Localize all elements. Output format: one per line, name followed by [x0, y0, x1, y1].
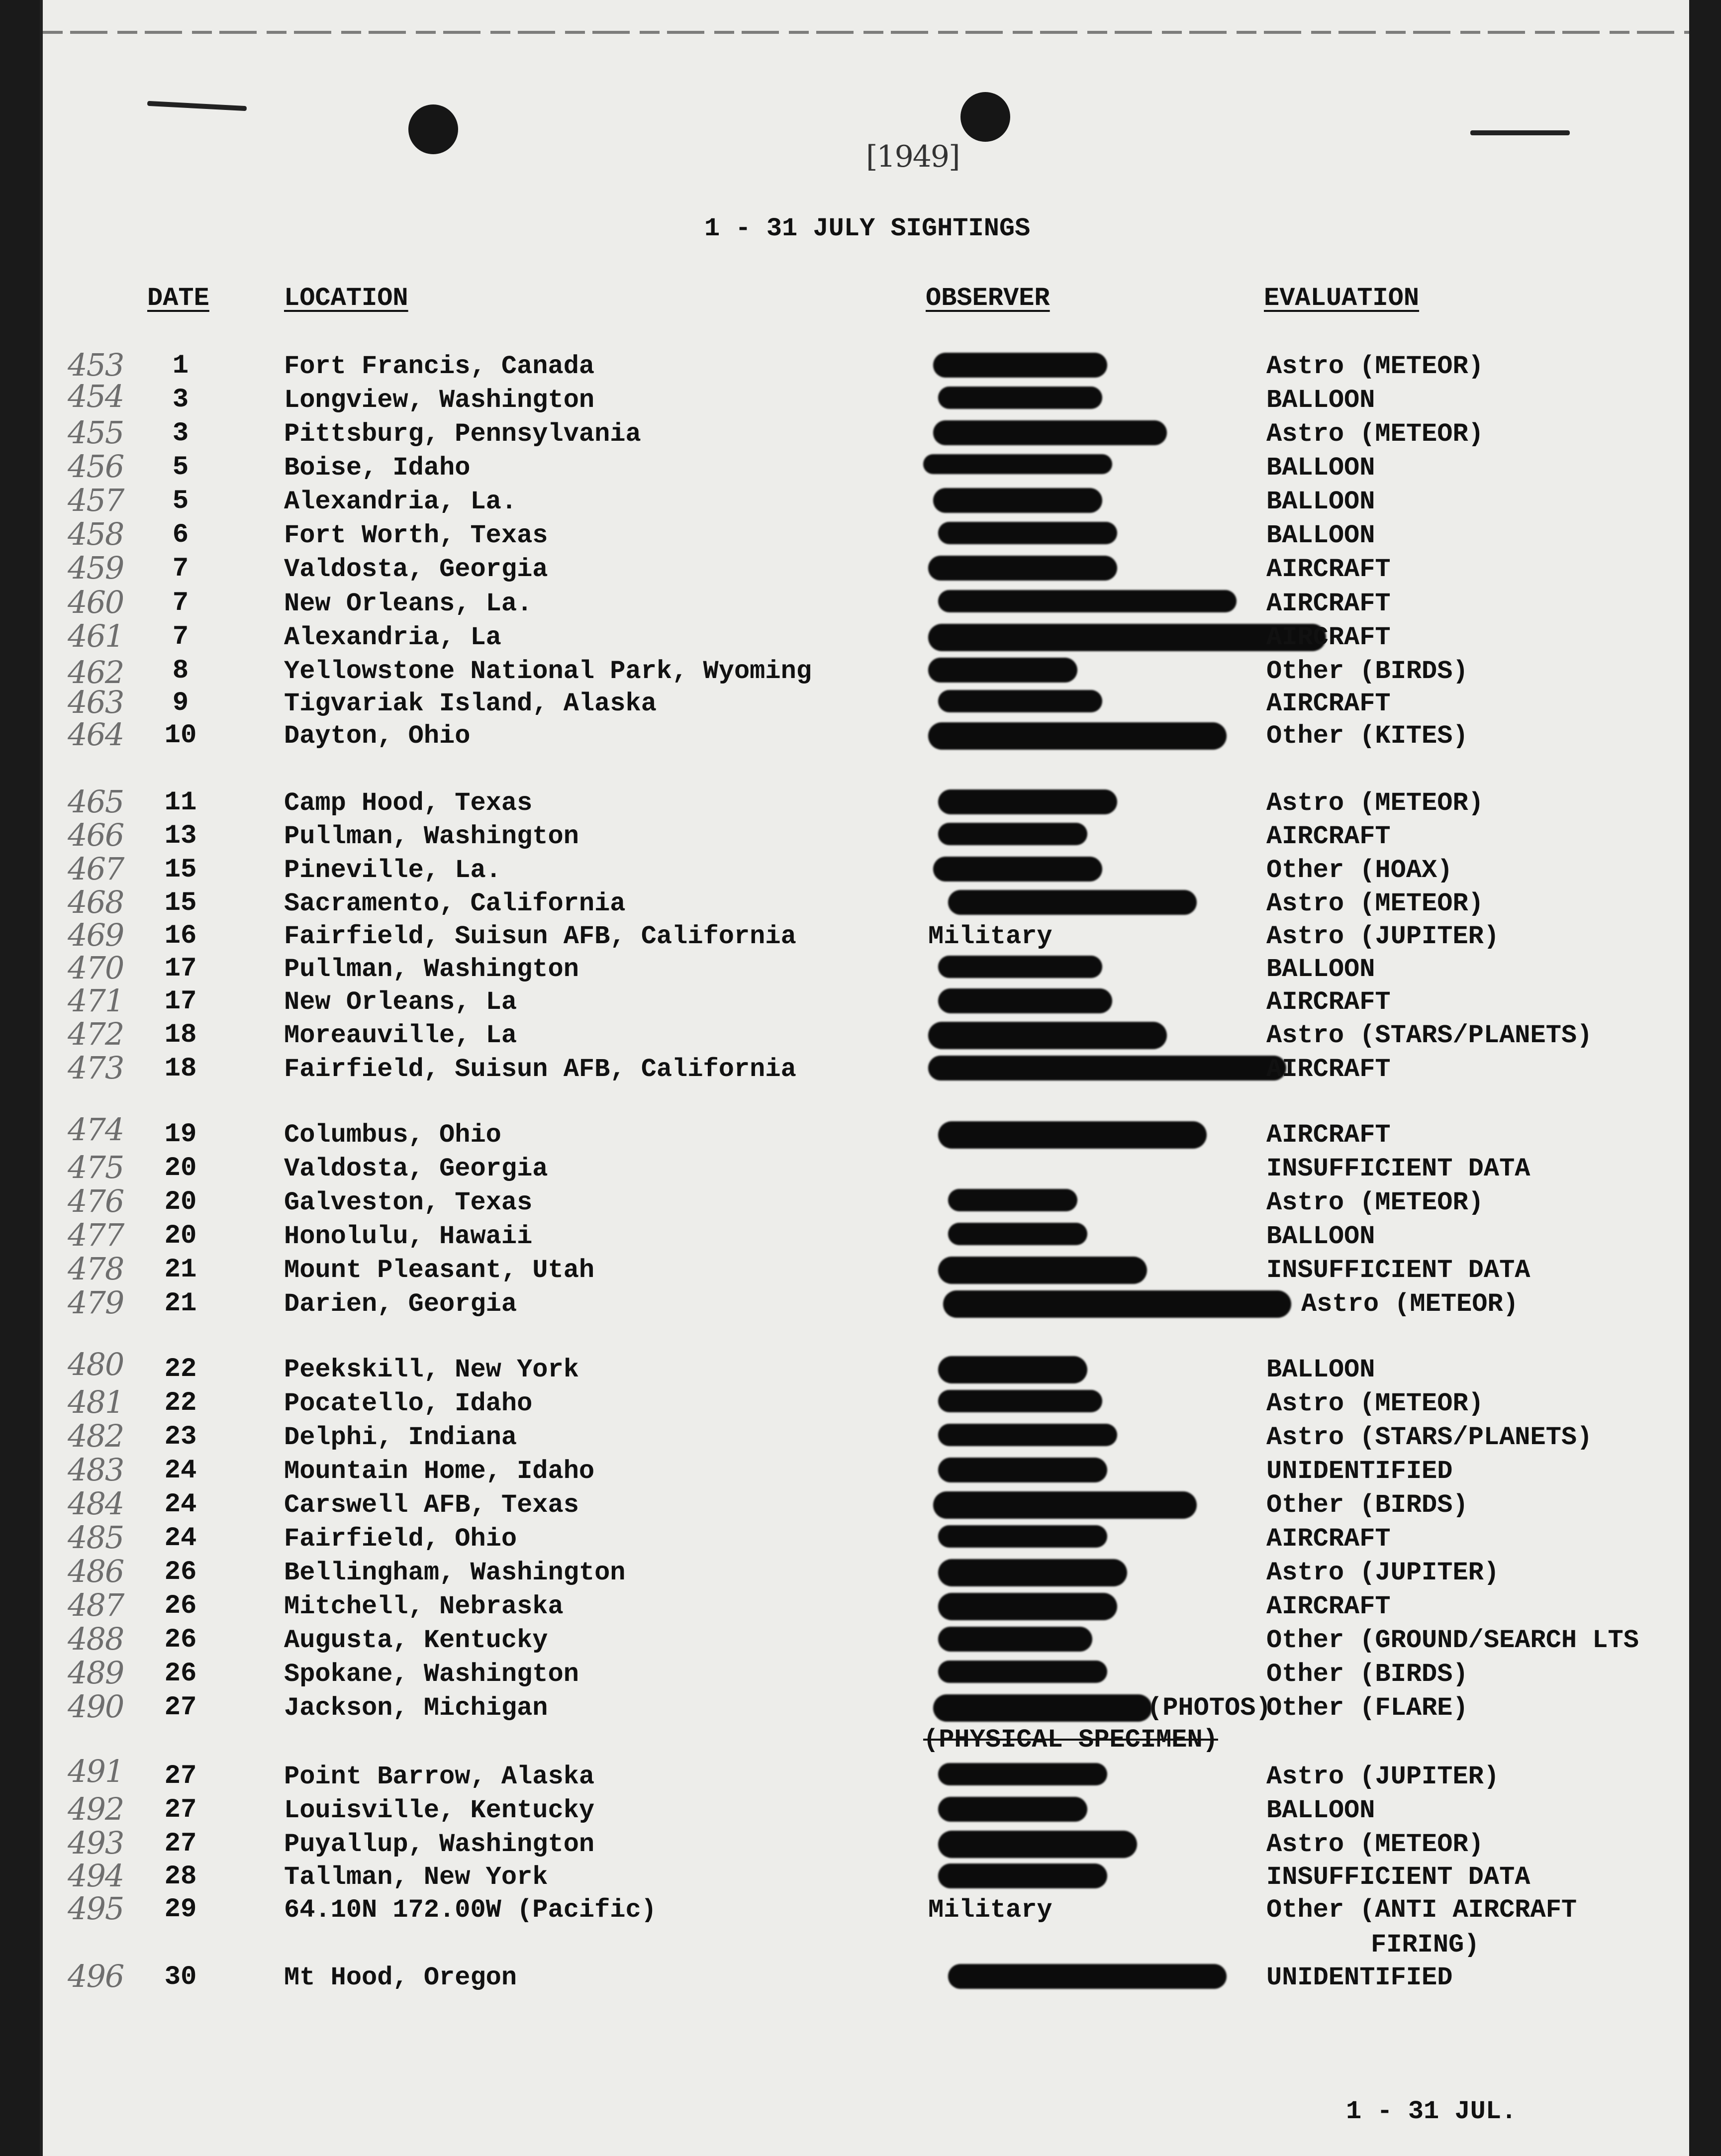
row-location: Boise, Idaho [284, 453, 471, 483]
table-row [43, 1111, 1689, 1153]
row-evaluation: Astro (METEOR) [1266, 1389, 1484, 1418]
case-number: 486 [68, 1553, 124, 1589]
row-date: 27 [164, 1795, 197, 1825]
row-evaluation: Other (ANTI AIRCRAFT [1266, 1895, 1577, 1925]
table-row [43, 516, 1689, 554]
row-location: Augusta, Kentucky [284, 1626, 548, 1655]
row-date: 18 [164, 1020, 197, 1050]
case-number: 454 [68, 378, 124, 414]
row-evaluation: Other (KITES) [1266, 721, 1468, 751]
header-date: DATE [147, 284, 209, 313]
row-evaluation: Other (BIRDS) [1266, 1660, 1468, 1689]
table-row [43, 1346, 1689, 1388]
case-number: 488 [68, 1621, 124, 1657]
row-date: 1 [172, 351, 189, 381]
table-row [43, 1251, 1689, 1288]
case-number: 495 [68, 1890, 124, 1927]
row-date: 30 [164, 1962, 197, 1992]
row-location: Puyallup, Washington [284, 1830, 595, 1859]
redaction-bar [938, 1863, 1107, 1888]
row-location: Fairfield, Suisun AFB, California [284, 1055, 796, 1084]
case-number: 481 [68, 1384, 124, 1420]
case-number: 473 [68, 1050, 124, 1086]
redaction-bar [928, 1056, 1286, 1080]
row-date: 3 [172, 385, 189, 415]
table-row [43, 1688, 1689, 1726]
redaction-bar [938, 1121, 1207, 1149]
row-date: 16 [164, 921, 197, 951]
row-location: Galveston, Texas [284, 1188, 533, 1217]
row-date: 17 [164, 954, 197, 984]
case-number: 460 [68, 584, 124, 620]
row-date: 13 [164, 821, 197, 851]
row-location: Longview, Washington [284, 386, 595, 415]
row-location: Fort Worth, Texas [284, 521, 548, 550]
redaction-bar [938, 1661, 1107, 1683]
row-date: 26 [164, 1557, 197, 1587]
table-row [43, 1890, 1689, 1928]
redaction-bar [948, 890, 1197, 915]
redaction-bar [943, 1290, 1291, 1318]
row-evaluation: BALLOON [1266, 521, 1375, 550]
case-number: 457 [68, 482, 124, 518]
row-evaluation: INSUFFICIENT DATA [1266, 1256, 1530, 1285]
row-location: Delphi, Indiana [284, 1423, 517, 1452]
table-row [43, 618, 1689, 656]
redaction-bar [948, 1223, 1087, 1245]
case-number: 491 [68, 1753, 124, 1789]
case-number: 493 [68, 1825, 124, 1861]
row-location: Pullman, Washington [284, 955, 579, 984]
redaction-bar [938, 988, 1112, 1013]
row-evaluation: INSUFFICIENT DATA [1266, 1154, 1530, 1183]
row-location: Alexandria, La. [284, 487, 517, 516]
top-edge-line [43, 31, 1689, 34]
redaction-bar [938, 1831, 1137, 1858]
case-number: 482 [68, 1418, 124, 1454]
row-evaluation: BALLOON [1266, 955, 1375, 984]
redaction-bar [938, 1390, 1102, 1412]
row-date: 20 [164, 1187, 197, 1217]
table-row [43, 1384, 1689, 1422]
case-number: 468 [68, 884, 124, 920]
table-row [43, 1655, 1689, 1692]
row-evaluation: BALLOON [1266, 487, 1375, 516]
case-number: 476 [68, 1183, 124, 1219]
case-number: 479 [68, 1284, 124, 1321]
row-evaluation: Astro (STARS/PLANETS) [1266, 1423, 1593, 1452]
redaction-bar [938, 789, 1117, 814]
row-evaluation: BALLOON [1266, 1355, 1375, 1384]
table-row [43, 884, 1689, 922]
row-date: 26 [164, 1625, 197, 1655]
table-row [43, 1753, 1689, 1795]
row-evaluation: AIRCRAFT [1266, 589, 1391, 618]
row-date: 23 [164, 1422, 197, 1452]
table-row [43, 950, 1689, 987]
case-number: 490 [68, 1688, 124, 1725]
row-evaluation: Astro (METEOR) [1266, 419, 1484, 449]
row-evaluation: Astro (METEOR) [1266, 352, 1484, 381]
row-evaluation: Astro (METEOR) [1266, 889, 1484, 918]
row-evaluation: AIRCRAFT [1266, 1120, 1391, 1150]
table-row [43, 656, 1689, 689]
case-number: 464 [68, 716, 124, 753]
row-date: 27 [164, 1692, 197, 1723]
row-evaluation: Astro (METEOR) [1266, 1188, 1484, 1217]
row-evaluation: AIRCRAFT [1266, 1524, 1391, 1554]
row-evaluation: AIRCRAFT [1266, 689, 1391, 718]
table-row [43, 1183, 1689, 1221]
table-row [43, 347, 1689, 385]
case-number: 469 [68, 917, 124, 953]
row-evaluation: Other (BIRDS) [1266, 657, 1468, 686]
row-location: Fort Francis, Canada [284, 352, 595, 381]
row-evaluation: AIRCRAFT [1266, 623, 1391, 652]
row-date: 26 [164, 1659, 197, 1689]
header-evaluation: EVALUATION [1264, 284, 1420, 313]
punch-hole-right [960, 92, 1010, 142]
physical-specimen-note: (PHYSICAL SPECIMEN) [923, 1725, 1218, 1755]
table-row [43, 1217, 1689, 1255]
case-number: 487 [68, 1587, 124, 1623]
row-date: 7 [172, 588, 189, 618]
case-number: 478 [68, 1251, 124, 1287]
redaction-bar [933, 1491, 1197, 1519]
case-number: 492 [68, 1791, 124, 1827]
row-location: Moreauville, La [284, 1021, 517, 1050]
redaction-bar [938, 1458, 1107, 1482]
redaction-bar [938, 387, 1102, 409]
row-date: 28 [164, 1862, 197, 1892]
redaction-bar [938, 823, 1087, 845]
row-location: Tigvariak Island, Alaska [284, 689, 657, 718]
row-date: 22 [164, 1354, 197, 1384]
row-evaluation: Astro (JUPITER) [1266, 1558, 1500, 1587]
row-date: 15 [164, 855, 197, 885]
table-row [43, 784, 1689, 821]
redaction-bar [928, 658, 1077, 683]
row-location: Mount Pleasant, Utah [284, 1256, 595, 1285]
case-number: 489 [68, 1655, 124, 1691]
row-location: New Orleans, La. [284, 589, 533, 618]
row-date: 29 [164, 1894, 197, 1925]
table-row [43, 1587, 1689, 1625]
redaction-bar [923, 454, 1112, 474]
case-number: 463 [68, 684, 124, 720]
redaction-bar [933, 488, 1102, 513]
evaluation-continuation: FIRING) [1371, 1930, 1480, 1960]
staple-mark-left [147, 101, 247, 111]
case-number: 458 [68, 516, 124, 552]
year-annotation: [1949] [866, 139, 959, 174]
redaction-bar [938, 1424, 1117, 1446]
row-location: Pocatello, Idaho [284, 1389, 533, 1418]
row-location: Mitchell, Nebraska [284, 1592, 564, 1621]
table-row [43, 1485, 1689, 1523]
row-location: Carswell AFB, Texas [284, 1490, 579, 1520]
table-row [43, 378, 1689, 418]
row-evaluation: Other (BIRDS) [1266, 1490, 1468, 1520]
table-row [43, 550, 1689, 588]
document-page [40, 0, 1689, 2156]
row-location: Valdosta, Georgia [284, 1154, 548, 1183]
table-row [43, 1958, 1689, 1996]
row-evaluation: AIRCRAFT [1266, 1592, 1391, 1621]
table-row [43, 1791, 1689, 1829]
staple-mark-right [1470, 130, 1570, 135]
row-observer: Military [928, 922, 1052, 951]
table-row [43, 1825, 1689, 1862]
row-date: 5 [172, 452, 189, 483]
row-date: 19 [164, 1119, 197, 1150]
table-row [43, 584, 1689, 622]
row-evaluation: Other (FLARE) [1266, 1693, 1468, 1723]
row-location: Pineville, La. [284, 856, 501, 885]
table-row [43, 1858, 1689, 1895]
row-date: 24 [164, 1489, 197, 1520]
row-evaluation: BALLOON [1266, 1796, 1375, 1825]
row-date: 17 [164, 986, 197, 1017]
row-evaluation: Other (HOAX) [1266, 856, 1453, 885]
row-date: 9 [172, 688, 189, 718]
row-date: 26 [164, 1591, 197, 1621]
table-row [43, 414, 1689, 452]
row-date: 3 [172, 418, 189, 449]
row-location: Fairfield, Ohio [284, 1524, 517, 1554]
row-location: Pullman, Washington [284, 822, 579, 851]
row-evaluation: BALLOON [1266, 1222, 1375, 1251]
row-location: Fairfield, Suisun AFB, California [284, 922, 796, 951]
row-location: Peekskill, New York [284, 1355, 579, 1384]
row-location: Mt Hood, Oregon [284, 1963, 517, 1992]
case-number: 459 [68, 550, 124, 586]
row-evaluation: UNIDENTIFIED [1266, 1457, 1453, 1486]
case-number: 471 [68, 982, 124, 1019]
row-location: Darien, Georgia [284, 1289, 517, 1319]
row-evaluation: Other (GROUND/SEARCH LTS [1266, 1626, 1639, 1655]
redaction-bar [933, 1694, 1152, 1722]
row-date: 15 [164, 888, 197, 918]
redaction-bar [938, 1559, 1127, 1586]
case-number: 472 [68, 1016, 124, 1052]
row-date: 8 [172, 656, 189, 686]
case-number: 465 [68, 784, 124, 820]
row-evaluation: BALLOON [1266, 386, 1375, 415]
redaction-bar [928, 1022, 1167, 1049]
row-observer: Military [928, 1895, 1052, 1925]
row-date: 7 [172, 622, 189, 652]
redaction-bar [933, 420, 1167, 445]
redaction-bar [938, 522, 1117, 544]
case-number: 480 [68, 1346, 124, 1382]
table-row [43, 817, 1689, 855]
row-evaluation: Astro (JUPITER) [1266, 1762, 1500, 1791]
row-evaluation: AIRCRAFT [1266, 822, 1391, 851]
table-row [43, 1149, 1689, 1187]
row-date: 20 [164, 1153, 197, 1183]
table-row [43, 917, 1689, 955]
case-number: 461 [68, 618, 124, 654]
row-location: Yellowstone National Park, Wyoming [284, 657, 812, 686]
redaction-bar [933, 353, 1107, 378]
row-location: 64.10N 172.00W (Pacific) [284, 1895, 657, 1925]
case-number: 470 [68, 950, 124, 986]
row-evaluation: Astro (JUPITER) [1266, 922, 1500, 951]
row-location: Jackson, Michigan [284, 1693, 548, 1723]
table-row [43, 448, 1689, 486]
row-date: 7 [172, 554, 189, 584]
row-date: 11 [164, 787, 197, 818]
row-location: New Orleans, La [284, 987, 517, 1017]
table-row [43, 482, 1689, 520]
row-location: Camp Hood, Texas [284, 788, 533, 818]
row-observer: (PHOTOS) [1147, 1693, 1271, 1723]
table-row [43, 684, 1689, 722]
row-evaluation: AIRCRAFT [1266, 555, 1391, 584]
row-evaluation: UNIDENTIFIED [1266, 1963, 1453, 1992]
case-number: 484 [68, 1485, 124, 1522]
redaction-bar [938, 1525, 1107, 1548]
table-row [43, 1621, 1689, 1659]
table-row [43, 1452, 1689, 1489]
redaction-bar [938, 1627, 1092, 1652]
row-location: Point Barrow, Alaska [284, 1762, 595, 1791]
table-row [43, 1284, 1689, 1322]
row-evaluation: Astro (STARS/PLANETS) [1266, 1021, 1593, 1050]
table-row [43, 851, 1689, 888]
row-date: 18 [164, 1054, 197, 1084]
table-row [43, 982, 1689, 1020]
redaction-bar [948, 1964, 1227, 1989]
row-location: Columbus, Ohio [284, 1120, 501, 1150]
page-title: 1 - 31 JULY SIGHTINGS [704, 214, 1031, 243]
case-number: 494 [68, 1858, 124, 1894]
redaction-bar [938, 1356, 1087, 1383]
row-evaluation: Astro (METEOR) [1266, 1830, 1484, 1859]
row-date: 22 [164, 1388, 197, 1418]
row-evaluation: INSUFFICIENT DATA [1266, 1862, 1530, 1892]
row-location: Louisville, Kentucky [284, 1796, 595, 1825]
redaction-bar [938, 1763, 1107, 1785]
row-evaluation: Astro (METEOR) [1266, 788, 1484, 818]
row-location: Mountain Home, Idaho [284, 1457, 595, 1486]
row-location: Sacramento, California [284, 889, 626, 918]
redaction-bar [938, 690, 1102, 712]
header-location: LOCATION [284, 284, 408, 313]
row-date: 27 [164, 1761, 197, 1791]
case-number: 467 [68, 851, 124, 887]
row-date: 10 [164, 720, 197, 751]
row-date: 24 [164, 1456, 197, 1486]
case-number: 453 [68, 347, 124, 383]
row-location: Valdosta, Georgia [284, 555, 548, 584]
case-number: 456 [68, 448, 124, 485]
row-date: 5 [172, 486, 189, 516]
case-number: 477 [68, 1217, 124, 1253]
case-number: 496 [68, 1958, 124, 1994]
case-number: 462 [68, 654, 124, 690]
row-date: 21 [164, 1288, 197, 1319]
redaction-bar [938, 590, 1237, 612]
redaction-bar [938, 1593, 1117, 1620]
row-evaluation: Astro (METEOR) [1301, 1289, 1519, 1319]
page-footer: 1 - 31 JUL. [1346, 2097, 1517, 2126]
case-number: 485 [68, 1519, 124, 1556]
redaction-bar [938, 1257, 1147, 1284]
case-number: 455 [68, 414, 124, 451]
row-date: 27 [164, 1829, 197, 1859]
header-observer: OBSERVER [926, 284, 1050, 313]
redaction-bar [933, 857, 1102, 882]
row-date: 20 [164, 1221, 197, 1251]
redaction-bar [928, 556, 1117, 581]
case-number: 466 [68, 817, 124, 853]
row-location: Tallman, New York [284, 1862, 548, 1892]
row-date: 24 [164, 1523, 197, 1554]
table-row [43, 1553, 1689, 1591]
row-evaluation: AIRCRAFT [1266, 987, 1391, 1017]
punch-hole-left [408, 104, 458, 154]
row-evaluation: BALLOON [1266, 453, 1375, 483]
row-location: Bellingham, Washington [284, 1558, 626, 1587]
table-row [43, 1050, 1689, 1087]
table-row [43, 1519, 1689, 1557]
redaction-bar [928, 722, 1227, 750]
table-row [43, 716, 1689, 754]
table-row [43, 1016, 1689, 1054]
row-date: 21 [164, 1255, 197, 1285]
redaction-bar [938, 956, 1102, 978]
row-location: Alexandria, La [284, 623, 501, 652]
table-row [43, 1418, 1689, 1456]
row-location: Spokane, Washington [284, 1660, 579, 1689]
case-number: 474 [68, 1111, 124, 1148]
row-location: Pittsburg, Pennsylvania [284, 419, 641, 449]
row-location: Honolulu, Hawaii [284, 1222, 533, 1251]
redaction-bar [938, 1797, 1087, 1822]
redaction-bar [948, 1189, 1077, 1211]
row-location: Dayton, Ohio [284, 721, 471, 751]
case-number: 475 [68, 1149, 124, 1185]
row-evaluation: AIRCRAFT [1266, 1055, 1391, 1084]
row-date: 6 [172, 520, 189, 550]
case-number: 483 [68, 1452, 124, 1488]
